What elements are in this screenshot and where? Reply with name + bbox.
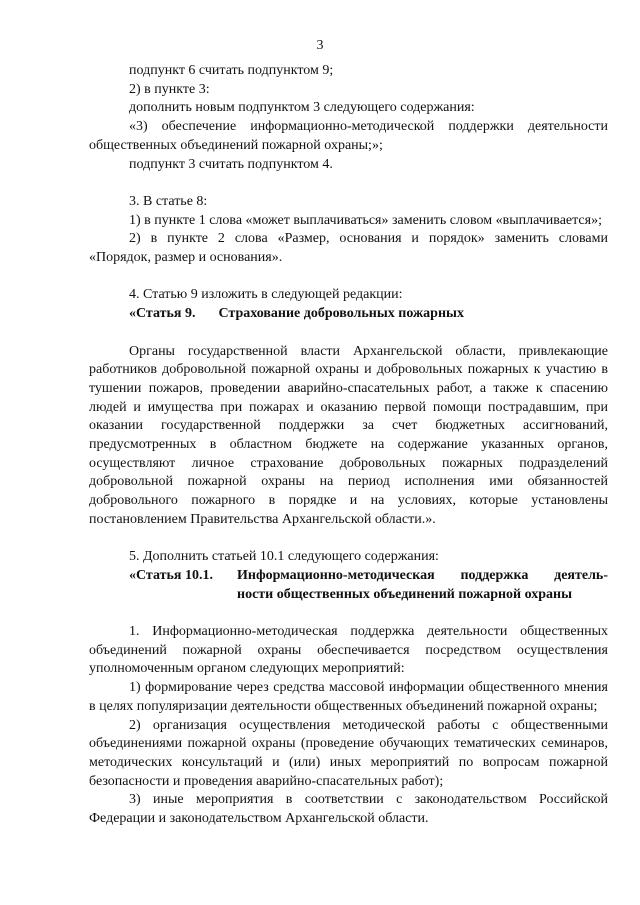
article-9-heading (89, 305, 608, 324)
paragraph: дополнить новым подпунктом 3 следующего содержания: (129, 100, 475, 116)
spacer (89, 604, 608, 623)
article-label: «Статья 9. (129, 306, 196, 322)
article-title-line: Информационно-методическая поддержка деятель- (237, 567, 608, 583)
article-10-1-heading (89, 567, 608, 604)
paragraph: 1. Информационно-методическая поддержка деятельности общественных объединений пожарной охраны обеспечивается посредством осуществления уполномоченным органом следующих мероприятий: (89, 624, 608, 677)
page-number: 3 (316, 38, 324, 53)
spacer (89, 324, 608, 343)
paragraph: 3. В статье 8: (129, 193, 208, 209)
paragraph: 5. Дополнить статьей 10.1 следующего содержания: (129, 549, 439, 565)
paragraph: подпункт 6 считать подпунктом 9; (129, 63, 334, 78)
paragraph: 1) в пункте 1 слова «может выплачиваться» заменить словом «выплачивается»; (129, 212, 602, 228)
spacer (89, 174, 608, 193)
article-title-line: ности общественных объединений пожарной охраны (237, 586, 573, 602)
article-title (237, 567, 608, 604)
document-body (89, 62, 608, 829)
article-label: «Статья 10.1. (129, 567, 213, 583)
paragraph: 2) организация осуществления методической работы с общественными объединениями пожарной охраны (проведение обучающих тематических семинаров, методических консультаций и (или) иных мероприятий по вопросам пожарной безопасности и проведения аварийно-спасательных работ); (89, 717, 608, 789)
paragraph: 2) в пункте 2 слова «Размер, основания и порядок» заменить словами «Порядок, размер и основания». (89, 231, 608, 266)
article-title: Страхование добровольных пожарных (218, 306, 464, 322)
paragraph: 2) в пункте 3: (129, 81, 210, 97)
paragraph: 3) иные мероприятия в соответствии с законодательством Российской Федерации и законодательством Архангельской области. (89, 792, 608, 827)
paragraph: 1) формирование через средства массовой информации общественного мнения в целях популяризации деятельности общественных объединений пожарной охраны; (89, 680, 608, 714)
spacer (89, 530, 608, 549)
spacer (89, 268, 608, 287)
paragraph: 4. Статью 9 изложить в следующей редакции: (129, 287, 403, 303)
paragraph: Органы государственной власти Архангельской области, привлекающие работников добровольной пожарной охраны и добровольных пожарных к участию в тушении пожаров, проведении аварийно-спасательных работ, а также к спасению людей и имущества при пожарах и оказанию первой помощи пострадавшим, при оказании государственной поддержки за счет бюджетных ассигнований, предусмотренных в областном бюджете на содержание указанных органов, осуществляют личное страхование добровольных пожарных подразделений добровольной пожарной охраны на период исполнения ими обязанностей добровольного пожарного в порядке и на условиях, которые установлены постановлением Правительства Архангельской области.». (89, 343, 608, 527)
paragraph: подпункт 3 считать подпунктом 4. (129, 156, 333, 172)
paragraph: «3) обеспечение информационно-методической поддержки деятельности общественных объединений пожарной охраны;»; (89, 119, 608, 153)
